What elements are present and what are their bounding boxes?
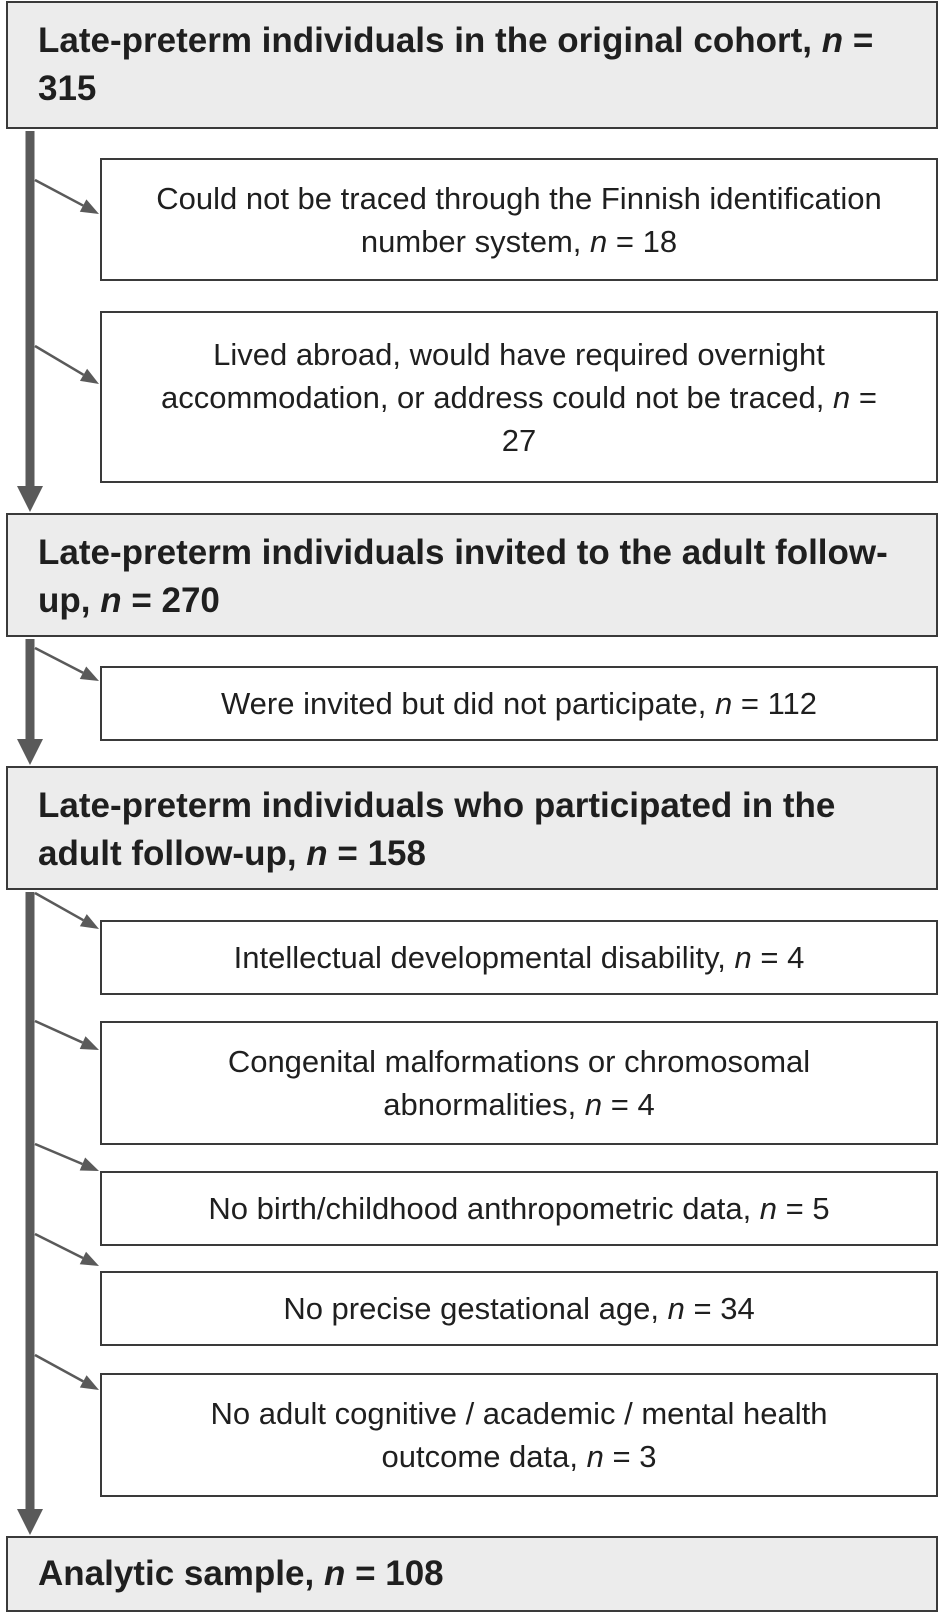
exclusion-label: No adult cognitive / academic / mental health outcome data, bbox=[210, 1396, 828, 1474]
flow-arrowhead-3 bbox=[17, 1509, 43, 1535]
equals: = bbox=[732, 686, 768, 721]
exclusion-intellectual-disability bbox=[100, 920, 938, 995]
flow-arrowhead-1 bbox=[17, 486, 43, 512]
equals: = bbox=[777, 1191, 813, 1226]
exclusion-arrow-6 bbox=[35, 1144, 82, 1164]
exclusion-label: Could not be traced through the Finnish identification number system, bbox=[156, 180, 882, 259]
flow-arrowhead-2 bbox=[17, 739, 43, 765]
exclusion-arrow-8 bbox=[35, 1355, 83, 1381]
n-symbol: n bbox=[586, 1439, 604, 1474]
exclusion-label: Congenital malformations or chromosomal abnormalities, bbox=[227, 1044, 811, 1122]
n-symbol: n bbox=[759, 1191, 778, 1226]
exclusion-abroad bbox=[100, 311, 938, 483]
exclusion-label: No birth/childhood anthropometric data, bbox=[208, 1191, 760, 1226]
exclusion-arrow-7 bbox=[35, 1234, 83, 1258]
exclusion-arrow-4 bbox=[35, 893, 83, 920]
stage-original-cohort bbox=[6, 1, 938, 129]
exclusion-text bbox=[221, 682, 817, 725]
stage-analytic-sample bbox=[6, 1536, 938, 1612]
stage-participated bbox=[6, 766, 938, 890]
exclusion-arrowhead-8 bbox=[80, 1375, 99, 1390]
n-symbol: n bbox=[100, 581, 122, 620]
stage-invited bbox=[6, 513, 938, 637]
exclusion-text bbox=[149, 333, 889, 462]
stage-label: Analytic sample, bbox=[38, 1554, 324, 1593]
stage-label: Late-preterm individuals invited to the adult follow-up, bbox=[38, 533, 888, 620]
exclusion-arrow-5 bbox=[35, 1021, 83, 1043]
n-symbol: n bbox=[821, 21, 844, 60]
equals: = bbox=[684, 1291, 721, 1326]
exclusion-count: 4 bbox=[637, 1087, 655, 1122]
equals: = bbox=[607, 223, 643, 259]
n-symbol: n bbox=[584, 1087, 603, 1122]
n-symbol: n bbox=[734, 940, 752, 975]
n-symbol: n bbox=[714, 686, 733, 721]
stage-count: 270 bbox=[161, 581, 220, 620]
exclusion-count: 112 bbox=[767, 686, 817, 721]
exclusion-text bbox=[234, 936, 805, 979]
exclusion-congenital-malformations bbox=[100, 1021, 938, 1145]
equals: = bbox=[121, 581, 162, 620]
stage-count: 108 bbox=[385, 1554, 444, 1593]
exclusion-arrowhead-1 bbox=[80, 199, 99, 214]
n-symbol: n bbox=[306, 834, 328, 873]
n-symbol: n bbox=[590, 223, 608, 259]
equals: = bbox=[327, 834, 368, 873]
exclusion-count: 34 bbox=[720, 1291, 755, 1326]
equals: = bbox=[751, 940, 788, 975]
equals: = bbox=[850, 379, 877, 415]
exclusion-count: 4 bbox=[787, 940, 805, 975]
exclusion-text bbox=[179, 1392, 859, 1478]
exclusion-text bbox=[283, 1287, 754, 1330]
exclusion-arrowhead-6 bbox=[80, 1158, 99, 1171]
exclusion-text bbox=[114, 177, 924, 263]
exclusion-untraceable-id bbox=[100, 158, 938, 281]
n-symbol: n bbox=[323, 1554, 346, 1593]
exclusion-no-gestational-age bbox=[100, 1271, 938, 1346]
equals: = bbox=[843, 21, 874, 60]
exclusion-arrowhead-7 bbox=[80, 1252, 99, 1266]
exclusion-label: Were invited but did not participate, bbox=[220, 686, 715, 721]
exclusion-did-not-participate bbox=[100, 666, 938, 741]
exclusion-text bbox=[208, 1187, 829, 1230]
stage-label: Late-preterm individuals in the original cohort, bbox=[38, 21, 822, 60]
exclusion-arrow-1 bbox=[35, 180, 83, 206]
exclusion-text bbox=[159, 1040, 879, 1126]
exclusion-arrowhead-5 bbox=[80, 1036, 99, 1050]
exclusion-label: Lived abroad, would have required overnight accommodation, or address could not be traced, bbox=[160, 336, 834, 415]
equals: = bbox=[603, 1439, 640, 1474]
exclusion-count: 18 bbox=[642, 223, 678, 259]
exclusion-no-outcome-data bbox=[100, 1373, 938, 1497]
exclusion-no-anthropometric-data bbox=[100, 1171, 938, 1246]
exclusion-arrow-2 bbox=[35, 346, 84, 375]
exclusion-label: Intellectual developmental disability, bbox=[233, 940, 735, 975]
equals: = bbox=[345, 1554, 386, 1593]
exclusion-arrowhead-3 bbox=[80, 667, 99, 681]
equals: = bbox=[602, 1087, 638, 1122]
exclusion-arrowhead-2 bbox=[80, 369, 99, 384]
exclusion-arrowhead-4 bbox=[80, 914, 99, 929]
exclusion-count: 27 bbox=[501, 422, 537, 458]
n-symbol: n bbox=[833, 379, 851, 415]
n-symbol: n bbox=[667, 1291, 685, 1326]
exclusion-count: 5 bbox=[812, 1191, 830, 1226]
stage-count: 315 bbox=[38, 69, 97, 108]
exclusion-label: No precise gestational age, bbox=[283, 1291, 668, 1326]
exclusion-count: 3 bbox=[639, 1439, 657, 1474]
stage-count: 158 bbox=[367, 834, 426, 873]
stage-label: Late-preterm individuals who participated in the adult follow-up, bbox=[38, 786, 836, 873]
exclusion-arrow-3 bbox=[35, 648, 83, 673]
